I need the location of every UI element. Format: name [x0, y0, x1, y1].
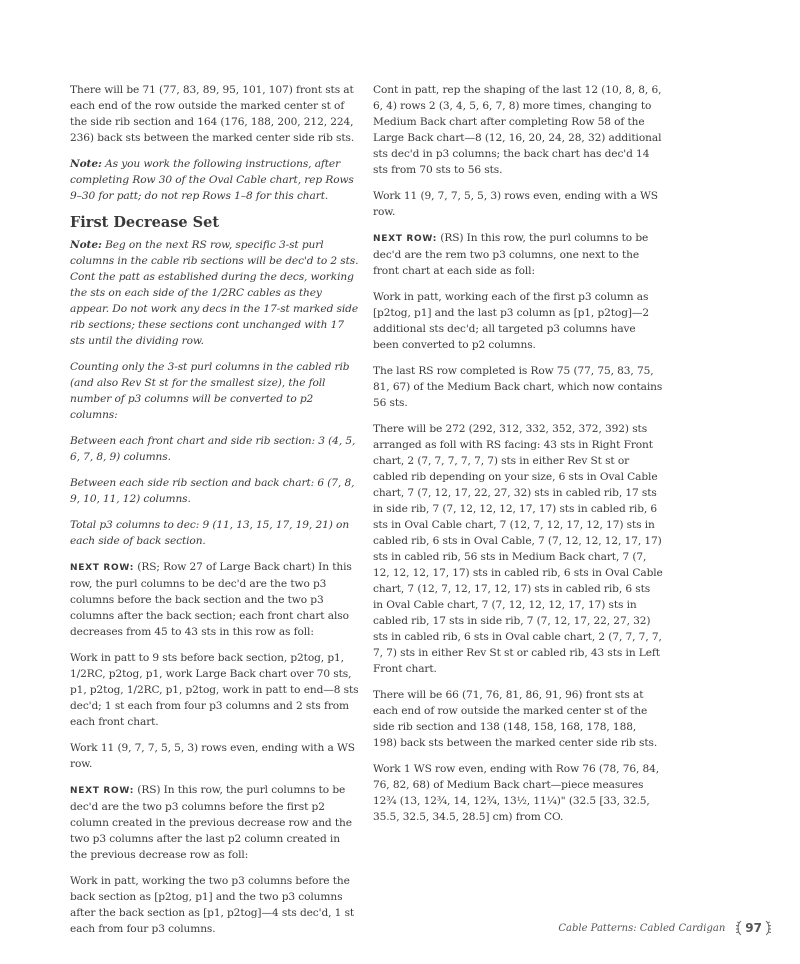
paragraph-last-rs-row: The last RS row completed is Row 75 (77, 75, 83, 75, 81, 67) of the Medium Back chart, which now contains 56 sts.: [373, 365, 663, 409]
next-row-text: (RS) In this row, the purl columns to be dec'd are the two p3 columns before the first p2 column created in the previous decrease row and the two p3 columns after the last p2 column created in the previous decrease row as foll:: [70, 784, 352, 861]
page-number: 97: [745, 921, 762, 935]
paragraph-front-back-sts: There will be 66 (71, 76, 81, 86, 91, 96) front sts at each end of row outside the marked center st of the side rib section and 138 (148, 158, 168, 178, 188, 198) back sts between the marked center side rib sts.: [373, 689, 658, 749]
paragraph-front-sts: There will be 71 (77, 83, 89, 95, 101, 107) front sts at each end of the row outside the marked center st of the side rib section and 164 (176, 188, 200, 212, 224, 236) back sts between the marked center side rib sts.: [70, 84, 355, 144]
paragraph-between-back: Between each side rib section and back chart: 6 (7, 8, 9, 10, 11, 12) columns.: [70, 477, 355, 505]
next-row-label: NEXT ROW:: [70, 786, 135, 796]
note-oval-cable: [70, 156, 360, 204]
paragraph-cont-patt: Cont in patt, rep the shaping of the last 12 (10, 8, 8, 6, 6, 4) rows 2 (3, 4, 5, 6, 7, 8) more times, changing to Medium Back chart after completing Row 58 of the Large Back chart—8 (12, 16, 20, 24, 28, 32) additional sts dec'd in p3 columns; the back chart has dec'd 14 sts from 70 sts to 56 sts.: [373, 84, 662, 176]
section-heading: First Decrease Set: [70, 214, 220, 231]
right-column: [373, 82, 663, 835]
running-title: Cable Patterns: Cabled Cardigan: [558, 922, 726, 934]
laurel-right-icon: [764, 920, 772, 936]
paragraph-work-even: Work 11 (9, 7, 7, 5, 5, 3) rows even, ending with a WS row.: [70, 742, 355, 770]
laurel-left-icon: [735, 920, 743, 936]
note-label: Note:: [70, 158, 102, 170]
paragraph-final-measure: Work 1 WS row even, ending with Row 76 (78, 76, 84, 76, 82, 68) of Medium Back chart—piece measures 12¾ (13, 12¾, 14, 12¾, 13½, 11¼)" (32.5 [33, 32.5, 35.5, 32.5, 34.5, 28.5] cm) from CO.: [373, 763, 660, 823]
note-label: Note:: [70, 239, 102, 251]
paragraph-work-patt-3: Work in patt, working each of the first p3 column as [p2tog, p1] and the last p3 column as [p1, p2tog]—2 additional sts dec'd; all targeted p3 columns have been converted to p2 columns.: [373, 291, 650, 351]
page-number-mark: [735, 920, 772, 936]
paragraph-next-row-1: [70, 559, 360, 640]
paragraph-total: Total p3 columns to dec: 9 (11, 13, 15, 17, 19, 21) on each side of back section.: [70, 519, 350, 547]
note-decrease: [70, 237, 360, 349]
note-text: Beg on the next RS row, specific 3-st purl columns in the cable rib sections will be dec'd to 2 sts. Cont the patt as established during the decs, working the sts on each side of the 1/2RC cables as they appear. Do not work any decs in the 17-st marked side rib sections; these sections cont unchanged with 17 sts until the dividing row.: [70, 239, 359, 347]
next-row-label: NEXT ROW:: [70, 563, 135, 573]
paragraph-next-row-3: [373, 230, 663, 279]
paragraph-work-even: Work 11 (9, 7, 7, 5, 5, 3) rows even, ending with a WS row.: [373, 190, 658, 218]
left-column: [70, 82, 360, 947]
next-row-text: (RS; Row 27 of Large Back chart) In this row, the purl columns to be dec'd are the two p3 columns before the back section and the two p3 columns after the back section; each front chart also decreases from 45 to 43 sts in this row as foll:: [70, 561, 352, 638]
paragraph-st-arrangement: There will be 272 (292, 312, 332, 352, 372, 392) sts arranged as foll with RS facing: 43 sts in Right Front chart, 2 (7, 7, 7, 7, 7, 7) sts in either Rev St st or cabled rib depending on your size, 6 sts in Oval Cable chart, 7 (7, 12, 17, 22, 27, 32) sts in cabled rib, 17 sts in side rib, 7 (7, 12, 12, 12, 17, 17) sts in cabled rib, 6 sts in Oval Cable chart, 7 (12, 7, 12, 17, 12, 17) sts in cabled rib, 6 sts in Oval Cable, 7 (7, 12, 12, 12, 17, 17) sts in cabled rib, 56 sts in Medium Back chart, 7 (7, 12, 12, 12, 17, 17) sts in cabled rib, 6 sts in Oval Cable chart, 7 (12, 7, 12, 17, 12, 17) sts in cabled rib, 6 sts in Oval Cable chart, 7 (7, 12, 12, 12, 17, 17) sts in cabled rib, 17 sts in side rib, 7 (7, 12, 17, 22, 27, 32) sts in cabled rib, 6 sts in Oval cable chart, 2 (7, 7, 7, 7, 7, 7) sts in either Rev St st or cabled rib, 43 sts in Left Front chart.: [373, 423, 663, 675]
note-text: As you work the following instructions, after completing Row 30 of the Oval Cable chart, rep Rows 9–30 for patt; do not rep Rows 1–8 for this chart.: [70, 158, 354, 202]
next-row-text: (RS) In this row, the purl columns to be dec'd are the rem two p3 columns, one next to the front chart at each side as foll:: [373, 232, 649, 277]
paragraph-next-row-2: [70, 782, 360, 863]
paragraph-counting: Counting only the 3-st purl columns in the cabled rib (and also Rev St st for the smallest size), the foll number of p3 columns will be converted to p2 columns:: [70, 361, 350, 421]
page-footer: [558, 920, 772, 936]
paragraph-work-patt-2: Work in patt, working the two p3 columns before the back section as [p2tog, p1] and the two p3 columns after the back section as [p1, p2tog]—4 sts dec'd, 1 st each from four p3 columns.: [70, 875, 355, 935]
paragraph-work-patt-1: Work in patt to 9 sts before back section, p2tog, p1, 1/2RC, p2tog, p1, work Large Back chart over 70 sts, p1, p2tog, 1/2RC, p1, p2tog, work in patt to end—8 sts dec'd; 1 st each from four p3 columns and 2 sts from each front chart.: [70, 652, 359, 728]
paragraph-between-front: Between each front chart and side rib section: 3 (4, 5, 6, 7, 8, 9) columns.: [70, 435, 356, 463]
next-row-label: NEXT ROW:: [373, 234, 438, 244]
